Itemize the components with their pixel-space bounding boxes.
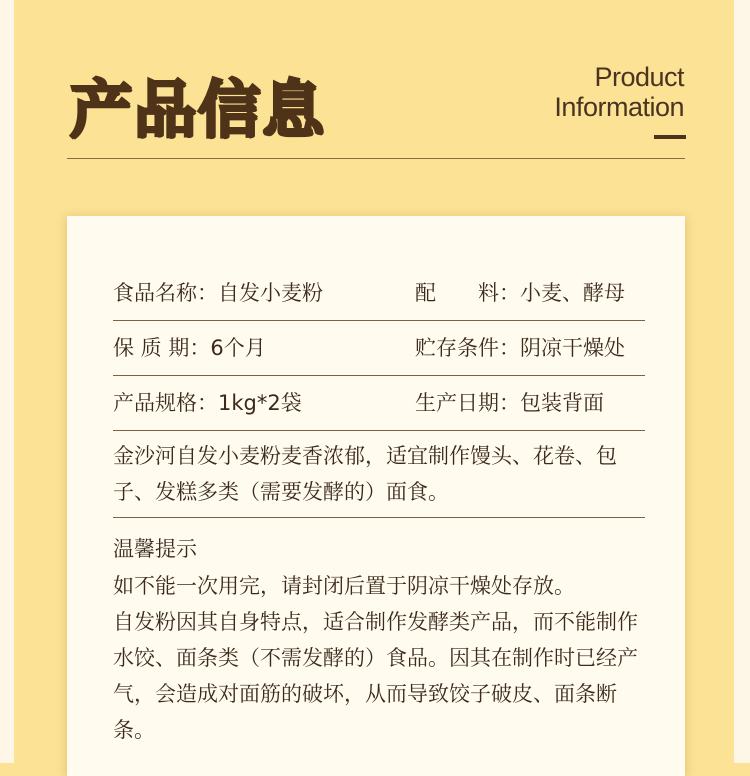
spec-label: 贮存条件 (415, 336, 499, 360)
spec-cell-ingredients (415, 266, 625, 320)
spec-row (113, 321, 645, 376)
spec-value: 小麦、酵母 (520, 281, 625, 305)
spec-separator: ： (499, 336, 520, 360)
page-title: 产品信息 (70, 73, 327, 146)
tips-paragraph: 自发粉因其自身特点，适合制作发酵类产品，而不能制作水饺、面条类（不需发酵的）食品。因其在制作时已经产气，会造成对面筋的破坏，从而导致饺子破皮、面条断条。 (113, 610, 638, 742)
spec-label: 配 料 (415, 281, 499, 305)
spec-label: 产品规格 (113, 391, 197, 415)
spec-label: 保 质 期 (113, 336, 190, 360)
spec-value: 6个月 (210, 336, 266, 360)
spec-separator: ： (189, 336, 211, 360)
spec-label: 食品名称 (113, 281, 197, 305)
spec-cell-shelf-life (113, 321, 266, 375)
spec-row (113, 266, 645, 321)
spec-cell-production-date (415, 376, 604, 430)
tips-title: 温馨提示 (113, 537, 197, 561)
description-divider (113, 517, 645, 518)
spec-separator: ： (499, 281, 520, 305)
tips-body (113, 568, 653, 748)
spec-label: 生产日期 (415, 391, 499, 415)
tips-paragraph: 如不能一次用完，请封闭后置于阴凉干燥处存放。 (113, 574, 575, 598)
title-accent-bar (654, 135, 686, 139)
english-title-line1: Product (594, 62, 684, 92)
right-margin-strip (734, 0, 750, 763)
spec-value: 自发小麦粉 (218, 281, 323, 305)
spec-separator: ： (197, 391, 218, 415)
spec-value: 阴凉干燥处 (520, 336, 625, 360)
english-title (554, 62, 684, 122)
spec-value: 包装背面 (520, 391, 604, 415)
spec-separator: ： (499, 391, 520, 415)
spec-cell-name (113, 266, 323, 320)
spec-value: 1kg*2袋 (218, 391, 302, 415)
left-margin-strip (0, 0, 14, 763)
spec-cell-storage (415, 321, 625, 375)
product-info-card (67, 216, 685, 776)
english-title-line2: Information (554, 92, 684, 122)
product-description: 金沙河自发小麦粉麦香浓郁，适宜制作馒头、花卷、包子、发糕多类（需要发酵的）面食。 (113, 444, 617, 504)
spec-separator: ： (197, 281, 218, 305)
spec-row (113, 376, 645, 431)
header-divider (67, 158, 685, 159)
spec-cell-spec (113, 376, 302, 430)
